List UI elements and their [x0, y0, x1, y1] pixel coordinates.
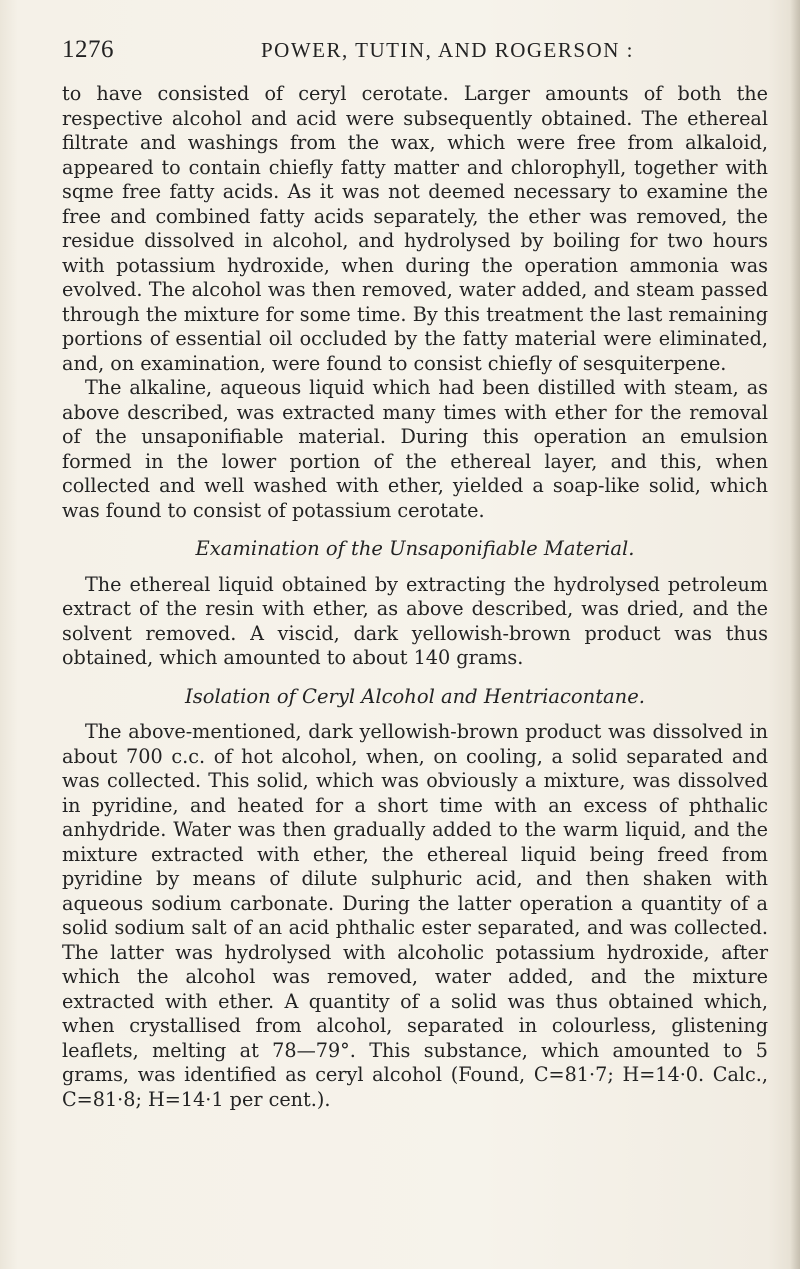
- paragraph-continuation: to have consisted of ceryl cerotate. Larger amounts of both the respective alcohol and acid were subsequently obtained. The ethereal filtrate and washings from the wax, which were free from alkaloid, appeared to contain chiefly fatty matter and chlorophyll, together with sqme free fatty acids. As it was not deemed necessary to examine the free and combined fatty acids separately, the ether was removed, the residue dissolved in alcohol, and hydrolysed by boiling for two hours with potassium hydroxide, when during the operation ammonia was evolved. The alcohol was then removed, water added, and steam passed through the mixture for some time. By this treatment the last remaining portions of essential oil occluded by the fatty material were eliminated, and, on examination, were found to consist chiefly of sesquiterpene.: [62, 82, 768, 375]
- section-heading-examination: Examination of the Unsaponifiable Material.: [195, 537, 635, 560]
- running-head: POWER, TUTIN, AND ROGERSON :: [261, 38, 634, 62]
- paragraph-ethereal-liquid: The ethereal liquid obtained by extracting the hydrolysed petroleum extract of the resin with ether, as above described, was dried, and the solvent removed. A viscid, dark yellowish-brown product was thus obtained, which amounted to about 140 grams.: [62, 572, 768, 669]
- paragraph-ceryl-alcohol: The above-mentioned, dark yellowish-brown product was dissolved in about 700 c.c. of hot alcohol, when, on cooling, a solid separated and was collected. This solid, which was obviously a mixture, was dissolved in pyridine, and heated for a short time with an excess of phthalic anhydride. Water was then gradually added to the warm liquid, and the mixture extracted with ether, the ethereal liquid being freed from pyridine by means of dilute sulphuric acid, and then shaken with aqueous sodium carbonate. During the latter operation a quantity of a solid sodium salt of an acid phthalic ester separated, and was collected. The latter was hydrolysed with alcoholic potassium hydroxide, after which the alcohol was removed, water added, and the mixture extracted with ether. A quantity of a solid was thus obtained which, when crystallised from alcohol, separated in colourless, glistening leaflets, melting at 78—79°. This substance, which amounted to 5 grams, was identified as ceryl alcohol (Found, C=81·7; H=14·0. Calc., C=81·8; H=14·1 per cent.).: [62, 720, 768, 1111]
- page-header: [62, 36, 762, 66]
- article-body: [62, 82, 768, 1112]
- paragraph-alkaline-liquid: The alkaline, aqueous liquid which had been distilled with steam, as above described, was extracted many times with ether for the removal of the unsaponifiable material. During this operation an emulsion formed in the lower portion of the ethereal layer, and this, when collected and well washed with ether, yielded a soap-like solid, which was found to consist of potassium cerotate.: [62, 376, 768, 522]
- page-number: 1276: [62, 36, 114, 63]
- page-edge-shadow: [790, 0, 800, 1269]
- section-heading-isolation: Isolation of Ceryl Alcohol and Hentriacontane.: [185, 684, 645, 708]
